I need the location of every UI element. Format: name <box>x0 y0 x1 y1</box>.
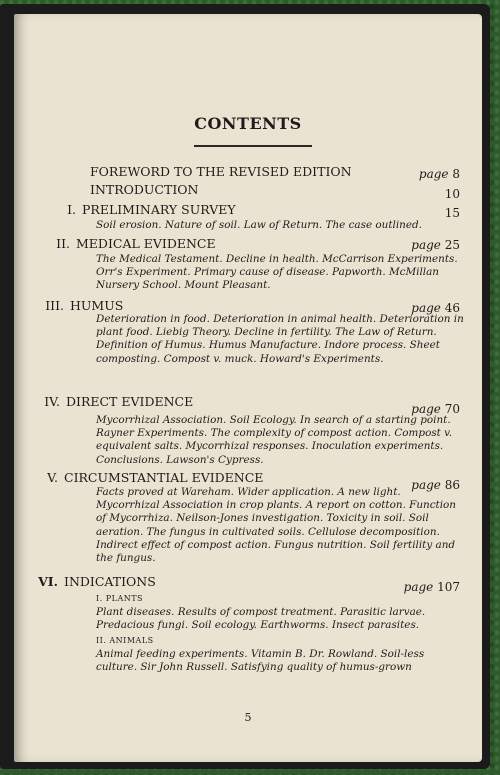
entry-title: FOREWORD TO THE REVISED EDITION <box>90 164 352 179</box>
entry-title: PRELIMINARY SURVEY <box>82 202 236 217</box>
entry-page: page 107 <box>403 580 460 594</box>
subsection-description-animals: Animal feeding experiments. Vitamin B. Dr. Rowland. Soil-less culture. Sir John Russell. Satisfying quality of humus-grown <box>96 648 425 674</box>
entry-number: III. <box>45 298 64 313</box>
entry-page: 15 <box>444 206 460 220</box>
entry-description: Mycorrhizal Association. Soil Ecology. In search of a starting point. Rayner Experiments. The complexity of compost action. Compost v. equivalent salts. Mycorrhizal responses. Inoculation experiments. Conclusions. Lawson's Cypress. <box>96 414 453 466</box>
entry-number: IV. <box>44 394 60 409</box>
page-title: CONTENTS <box>194 114 302 133</box>
entry-title: INTRODUCTION <box>90 182 199 197</box>
entry-title: INDICATIONS <box>64 574 156 589</box>
entry-page: page 86 <box>411 478 460 492</box>
entry-page: page 46 <box>411 301 460 315</box>
entry-description: Facts proved at Wareham. Wider application. A new light. Mycorrhizal Association in crop plants. A report on cotton. Function of Mycorrhiza. Neilson-Jones investigation. Toxicity in soil. Soil aeration. The fungus in cultivated soils. Cellulose decomposition. Indirect effect of compost action. Fungus nutrition. Soil fertility and the fungus. <box>96 486 456 565</box>
entry-number: VI. <box>38 574 58 589</box>
entry-title: HUMUS <box>70 298 124 313</box>
entry-title: DIRECT EVIDENCE <box>66 394 194 409</box>
subsection-description-plants: Plant diseases. Results of compost treatment. Parasitic larvae. Predacious fungi. Soil ecology. Earthworms. Insect parasites. <box>96 606 426 632</box>
book-page <box>14 14 482 762</box>
entry-title: CIRCUMSTANTIAL EVIDENCE <box>64 470 264 485</box>
entry-page: page 25 <box>411 238 460 252</box>
subsection-label-plants: I. PLANTS <box>96 594 144 603</box>
entry-number: I. <box>67 202 76 217</box>
entry-page: page 8 <box>418 167 460 181</box>
entry-page: page 70 <box>411 402 460 416</box>
title-rule <box>194 145 312 147</box>
entry-description: Deterioration in food. Deterioration in animal health. Deterioration in plant food. Liebig Theory. Decline in fertility. The Law of Return. Definition of Humus. Humus Manufacture. Indore process. Sheet composting. Compost v. muck. Howard's Experiments. <box>96 313 464 365</box>
entry-number: II. <box>56 236 70 251</box>
entry-title: MEDICAL EVIDENCE <box>76 236 216 251</box>
entry-description: Soil erosion. Nature of soil. Law of Return. The case outlined. <box>96 219 422 231</box>
page-number: 5 <box>244 711 252 724</box>
subsection-label-animals: II. ANIMALS <box>96 636 154 645</box>
entry-number: V. <box>47 470 58 485</box>
entry-page: 10 <box>444 187 460 201</box>
entry-description: The Medical Testament. Decline in health. McCarrison Experiments. Orr's Experiment. Primary cause of disease. Papworth. McMillan Nursery School. Mount Pleasant. <box>96 253 458 292</box>
